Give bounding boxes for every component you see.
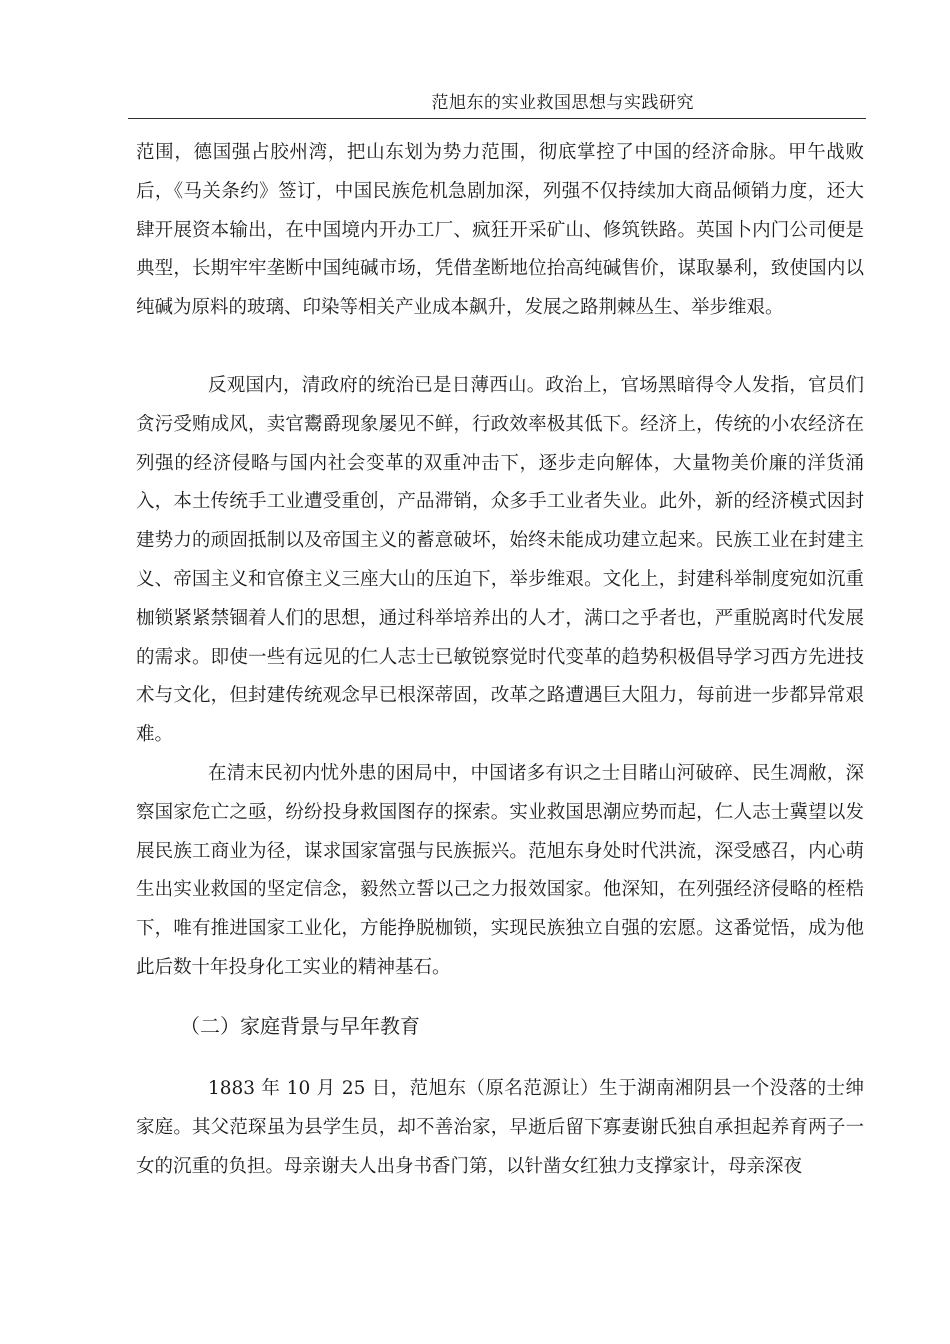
section-heading: （二）家庭背景与早年教育 — [180, 1014, 420, 1038]
page-header — [128, 92, 866, 119]
paragraph-domestic-situation: 反观国内，清政府的统治已是日薄西山。政治上，官场黑暗得令人发指，官员们贪污受贿成风，卖官鬻爵现象屡见不鲜，行政效率极其低下。经济上，传统的小农经济在列强的经济侵略与国内社会变革的双重冲击下，逐步走向解体，大量物美价廉的洋货涌入，本土传统手工业遭受重创，产品滞销，众多手工业者失业。此外，新的经济模式因封建势力的顽固抵制以及帝国主义的蓄意破坏，始终未能成功建立起来。民族工业在封建主义、帝国主义和官僚主义三座大山的压迫下，举步维艰。文化上，封建科举制度宛如沉重枷锁紧紧禁锢着人们的思想，通过科举培养出的人才，满口之乎者也，严重脱离时代发展的需求。即使一些有远见的仁人志士已敏锐察觉时代变革的趋势积极倡导学习西方先进技术与文化，但封建传统观念早已根深蒂固，改革之路遭遇巨大阻力，每前进一步都异常艰难。 — [136, 375, 864, 746]
running-title: 范旭东的实业救国思想与实践研究 — [431, 93, 694, 113]
paragraph-family-background: 1883 年 10 月 25 日，范旭东（原名范源让）生于湖南湘阴县一个没落的士绅家庭。其父范琛虽为县学生员，却不善治家，早逝后留下寡妻谢氏独自承担起养育两子一女的沉重的负担。母亲谢夫人出身书香门第，以针凿女红独力支撑家计，母亲深夜 — [136, 1078, 864, 1177]
paragraph-industrial-salvation: 在清末民初内忧外患的困局中，中国诸多有识之士目睹山河破碎、民生凋敝，深察国家危亡之亟，纷纷投身救国图存的探索。实业救国思潮应势而起，仁人志士冀望以发展民族工商业为径，谋求国家富强与民族振兴。范旭东身处时代洪流，深受感召，内心萌生出实业救国的坚定信念，毅然立誓以己之力报效国家。他深知，在列强经济侵略的桎梏下，唯有推进国家工业化，方能挣脱枷锁，实现民族独立自强的宏愿。这番觉悟，成为他此后数十年投身化工实业的精神基石。 — [136, 763, 864, 978]
paragraph-foreign-aggression: 范围，德国强占胶州湾，把山东划为势力范围，彻底掌控了中国的经济命脉。甲午战败后，《马关条约》签订，中国民族危机急剧加深，列强不仅持续加大商品倾销力度，还大肆开展资本输出，在中国境内开办工厂、疯狂开采矿山、修筑铁路。英国卜内门公司便是典型，长期牢牢垄断中国纯碱市场，凭借垄断地位抬高纯碱售价，谋取暴利，致使国内以纯碱为原料的玻璃、印染等相关产业成本飙升，发展之路荆棘丛生、举步维艰。 — [136, 142, 864, 319]
